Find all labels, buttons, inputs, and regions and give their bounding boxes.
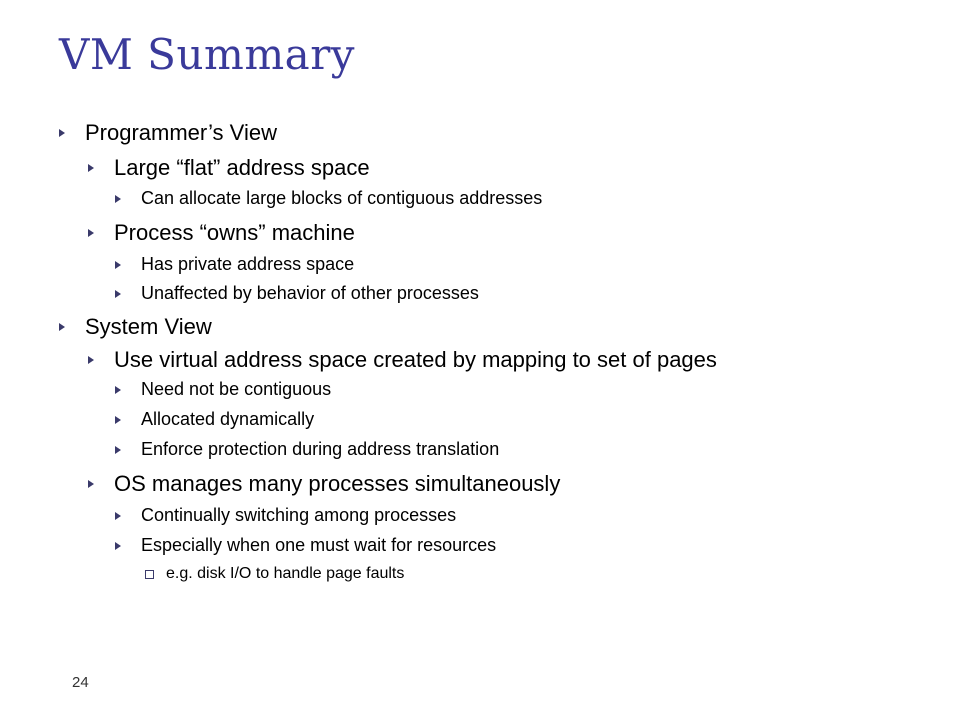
triangle-bullet-icon <box>115 416 121 424</box>
bullet-text: Process “owns” machine <box>114 220 355 245</box>
bullet-item <box>115 505 456 526</box>
bullet-text: OS manages many processes simultaneously <box>114 471 561 496</box>
bullet-text: Allocated dynamically <box>141 409 315 429</box>
bullet-text: Use virtual address space created by mapping to set of pages <box>114 347 717 372</box>
bullet-item <box>115 379 331 400</box>
bullet-text: Unaffected by behavior of other processes <box>141 283 479 303</box>
bullet-item <box>88 220 355 246</box>
bullet-item <box>115 439 499 460</box>
bullet-item <box>115 188 542 209</box>
triangle-bullet-icon <box>88 356 94 364</box>
triangle-bullet-icon <box>88 164 94 172</box>
triangle-bullet-icon <box>59 323 65 331</box>
bullet-text: Can allocate large blocks of contiguous addresses <box>141 188 543 208</box>
bullet-item <box>88 155 370 181</box>
square-bullet-icon <box>145 570 154 579</box>
triangle-bullet-icon <box>115 195 121 203</box>
bullet-text: System View <box>85 314 212 339</box>
bullet-text: Has private address space <box>141 254 355 274</box>
bullet-item <box>115 535 496 556</box>
triangle-bullet-icon <box>115 542 121 550</box>
triangle-bullet-icon <box>115 386 121 394</box>
triangle-bullet-icon <box>115 446 121 454</box>
bullet-item <box>59 120 277 146</box>
bullet-item <box>88 471 560 497</box>
bullet-item <box>88 347 717 373</box>
bullet-item <box>145 565 404 583</box>
bullet-item <box>115 254 354 275</box>
bullet-text: Large “flat” address space <box>114 155 370 180</box>
bullet-text: Especially when one must wait for resources <box>141 535 497 555</box>
bullet-text: e.g. disk I/O to handle page faults <box>166 565 405 582</box>
triangle-bullet-icon <box>115 512 121 520</box>
bullet-text: Need not be contiguous <box>141 379 332 399</box>
triangle-bullet-icon <box>88 229 94 237</box>
page-number: 24 <box>72 674 89 691</box>
bullet-text: Enforce protection during address translation <box>141 439 500 459</box>
triangle-bullet-icon <box>115 290 121 298</box>
bullet-item <box>59 314 212 340</box>
bullet-item <box>115 409 314 430</box>
triangle-bullet-icon <box>59 129 65 137</box>
triangle-bullet-icon <box>115 261 121 269</box>
bullet-item <box>115 283 479 304</box>
slide-title: VM Summary <box>59 30 356 79</box>
bullet-text: Continually switching among processes <box>141 505 457 525</box>
triangle-bullet-icon <box>88 480 94 488</box>
bullet-text: Programmer’s View <box>85 120 277 145</box>
